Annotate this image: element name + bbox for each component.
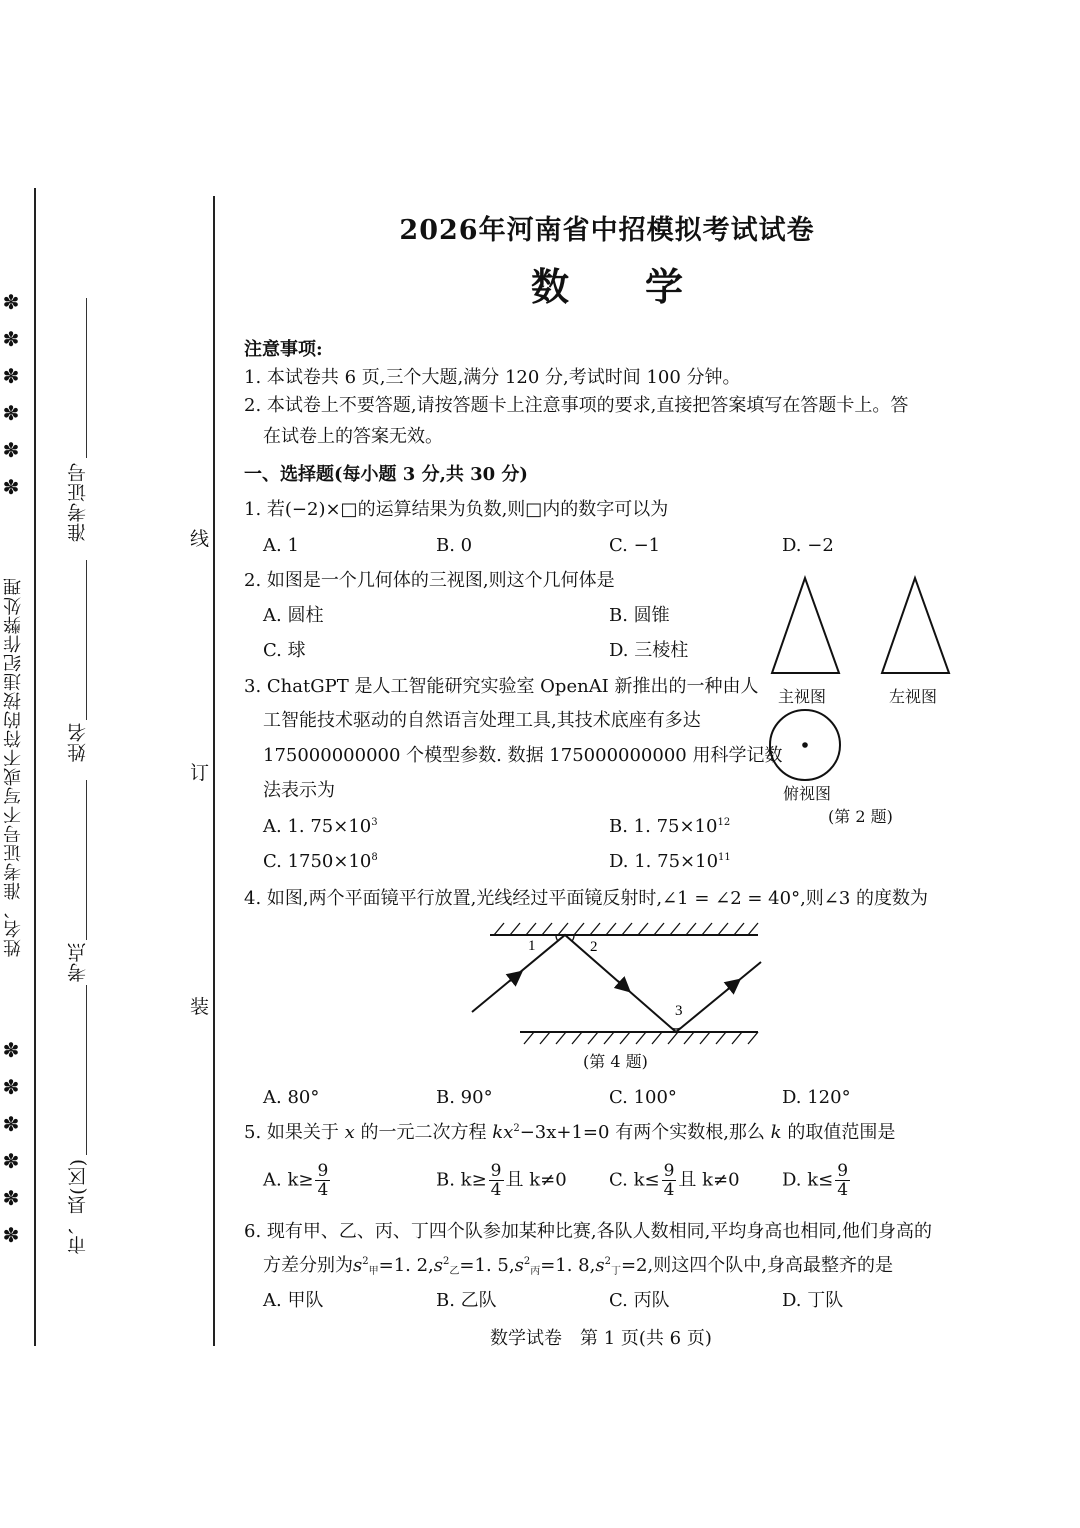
star-icon: ✽: [2, 475, 20, 499]
star-icon: ✽: [2, 290, 20, 314]
q4-option-c: C. 100°: [609, 1087, 677, 1108]
q4-option-b: B. 90°: [436, 1087, 493, 1108]
q6-option-b: B. 乙队: [436, 1290, 497, 1311]
star-icon: ✽: [2, 1223, 20, 1247]
star-icon: ✽: [2, 1186, 20, 1210]
city-label: 市、县(区): [67, 1158, 89, 1255]
question-2-stem: 2. 如图是一个几何体的三视图,则这个几何体是: [244, 570, 615, 591]
q3-option-d: D. 1. $75\times 10^{11}$: [609, 851, 731, 872]
exam-title: 2026年河南省中招模拟考试试卷: [399, 215, 815, 246]
left-view-triangle: [882, 578, 949, 673]
q5-option-c: C. k≤ $\frac{9}{4}$ 且 k≠0: [609, 1161, 740, 1200]
q2-option-c: C. 球: [263, 640, 306, 661]
q1-option-d: D. −2: [782, 535, 834, 556]
exam-no-label: 准考证号: [67, 462, 89, 542]
question-3-line-4: 法表示为: [263, 780, 335, 801]
figure-2-caption: (第 2 题): [828, 807, 893, 826]
notice-item-1: 1. 本试卷共 6 页,三个大题,满分 120 分,考试时间 100 分钟。: [244, 367, 741, 388]
question-3-line-2: 工智能技术驱动的自然语言处理工具,其技术底座有多达: [263, 710, 701, 731]
binding-border-outer: [34, 188, 36, 1346]
top-mirror-hatching: [494, 923, 758, 935]
angle-2-label: 2: [590, 939, 598, 955]
notice-item-2-cont: 在试卷上的答案无效。: [263, 426, 443, 447]
angle-1-label: 1: [528, 938, 536, 954]
ray-arrow-1: [510, 973, 520, 981]
q4-option-a: A. 80°: [263, 1087, 320, 1108]
q2-option-b: B. 圆锥: [609, 605, 670, 626]
cut-mark-bind: 装: [190, 996, 210, 1018]
q2-option-a: A. 圆柱: [263, 605, 324, 626]
angle-3-label: 3: [675, 1003, 683, 1019]
section-heading: 一、选择题(每小题 3 分,共 30 分): [244, 464, 528, 485]
q3-option-a: A. 1. $75\times 10^3$: [263, 816, 378, 837]
top-view-label: 俯视图: [783, 784, 832, 803]
q1-option-b: B. 0: [436, 535, 473, 556]
q1-option-c: C. −1: [609, 535, 661, 556]
question-3-line-1: 3. ChatGPT 是人工智能研究实验室 OpenAI 新推出的一种由人: [244, 676, 759, 697]
star-icon: ✽: [2, 1149, 20, 1173]
page-footer: 数学试卷 第 1 页(共 6 页): [490, 1328, 712, 1349]
star-icon: ✽: [2, 1038, 20, 1062]
question-5-stem: 5. 如果关于 x 的一元二次方程 $kx^2-3x+1=0$ 有两个实数根,那么 k 的取值范围是: [244, 1122, 896, 1143]
front-view-triangle: [772, 578, 839, 673]
notice-heading: 注意事项:: [244, 339, 323, 360]
ray-arrow-3: [728, 981, 738, 989]
q5-option-d: D. k≤ $\frac{9}{4}$: [782, 1161, 849, 1200]
front-view-label: 主视图: [778, 687, 827, 706]
ray-arrow-2: [618, 981, 628, 990]
star-icon: ✽: [2, 1112, 20, 1136]
q1-option-a: A. 1: [263, 535, 299, 556]
cut-mark-line: 线: [190, 528, 210, 550]
star-icon: ✽: [2, 1075, 20, 1099]
subject-title: 数 学: [530, 264, 683, 309]
exam-no-underline[interactable]: [86, 298, 87, 458]
q5-option-a: A. k≥ $\frac{9}{4}$: [263, 1161, 329, 1200]
star-icon: ✽: [2, 438, 20, 462]
q4-option-d: D. 120°: [782, 1087, 851, 1108]
notice-item-2: 2. 本试卷上不要答题,请按答题卡上注意事项的要求,直接把答案填写在答题卡上。答: [244, 395, 909, 416]
figure-4-caption: (第 4 题): [583, 1052, 648, 1071]
bottom-mirror-hatching: [524, 1032, 758, 1044]
question-4-stem: 4. 如图,两个平面镜平行放置,光线经过平面镜反射时,∠1 = ∠2 = 40°,则∠3 的度数为: [244, 888, 929, 909]
question-3-line-3: 175000000000 个模型参数. 数据 175000000000 用科学记数: [263, 745, 783, 766]
question-1-stem: 1. 若(−2)×□的运算结果为负数,则□内的数字可以为: [244, 499, 669, 520]
name-underline[interactable]: [86, 560, 87, 720]
star-icon: ✽: [2, 364, 20, 388]
q5-option-b: B. k≥ $\frac{9}{4}$ 且 k≠0: [436, 1161, 567, 1200]
mirror-figure: [460, 918, 770, 1048]
site-label: 考点: [67, 942, 89, 982]
top-view-center-dot: [802, 742, 808, 748]
q2-option-d: D. 三棱柱: [609, 640, 689, 661]
q6-option-c: C. 丙队: [609, 1290, 670, 1311]
q6-option-d: D. 丁队: [782, 1290, 844, 1311]
q3-option-c: C. $1750\times 10^8$: [263, 851, 378, 872]
left-view-label: 左视图: [889, 687, 938, 706]
cut-mark-order: 订: [190, 762, 210, 784]
q3-option-b: B. 1. $75\times 10^{12}$: [609, 816, 731, 837]
binding-warning: 姓名、准考证号不写或不符的按违纪作弊处理: [3, 577, 24, 957]
city-underline[interactable]: [86, 985, 87, 1155]
star-icon: ✽: [2, 401, 20, 425]
question-6-line-1: 6. 现有甲、乙、丙、丁四个队参加某种比赛,各队人数相同,平均身高也相同,他们身高的: [244, 1221, 933, 1242]
star-icon: ✽: [2, 327, 20, 351]
light-ray: [472, 935, 761, 1032]
question-6-line-2: 方差分别为$s^2_甲=1$. $2,s^2_乙=1$. $5,s^2_丙=1$. $8,s^2_丁=2$,则这四个队中,身高最整齐的是: [263, 1255, 893, 1277]
q6-option-a: A. 甲队: [263, 1290, 324, 1311]
site-underline[interactable]: [86, 780, 87, 940]
name-label: 姓名: [67, 722, 89, 762]
binding-border-inner: [213, 196, 215, 1346]
